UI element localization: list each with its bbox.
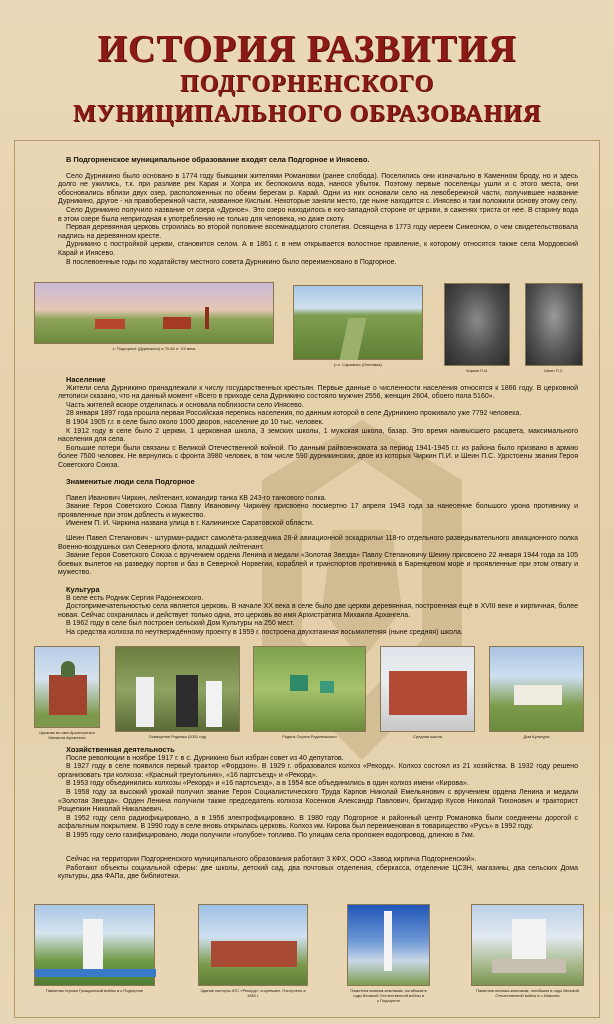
intro-paragraph: Село Дурникино было основано в 1774 году бывшими жителями Романовки (ранее слобода). Поселились они изначально в Каменном броду, но и здесь долго не ужились, т.к. при разливе рек Карая и Хопра их беспокоила вода, нанося убыток. Поэтому первые поселенцы ушли и с этого места, они обосновались вблизи двух озер, расположенных по обеим берегам р. Карай. Одни из них основали село на левобережной части, получившее название Дурникино, другое - на правобережной части, названное Кислым. Некоторые заняли место, где ныне находится с. Инясево и там положили основу этому селу. [58, 172, 578, 206]
page-subtitle-2: МУНИЦИПАЛЬНОГО ОБРАЗОВАНИЯ [72, 101, 542, 127]
today-paragraph: Работают объекты социальной сферы: две школы, детский сад, два почтовых отделения, сберкасса, отделение ЦСЗН, магазины, два сельских Дома культуры, два ФАПа, две библиотеки. [58, 864, 578, 881]
population-paragraph: Жители села Дурникино принадлежали к числу государственных крестьян. Первые данные о численности населения относятся к 1866 году. В церковной летописи сказано, что на данный момент «Всего в приходе села Дурникино состояло мужчин 2556, женщин 2604, обоего пола 5160». [58, 384, 578, 401]
photo-school [380, 646, 475, 732]
people-paragraph: Павел Иванович Чиркин, лейтенант, командир танка КВ 243-го танкового полка. [66, 494, 327, 502]
today-paragraph: Сейчас на территории Подгорненского муниципального образования работают 3 КФХ, ООО «Завод кирпича Подгорненский». [66, 856, 477, 863]
photo-caption: Памятник воинам-землякам, погибшим в годы Великой Отечественной войны в с.Подгорное [350, 988, 427, 1003]
culture-paragraph: На средства колхоза по неутверждённому проекту в 1959 г. построена двухэтажная восьмилетняя (ныне средняя) школа. [66, 628, 463, 636]
population-paragraph: Большие потери были связаны с Великой Отечественной войной. По данным райвоенкомата за период 1941-1945 г.г. из района было призвано в армию более 7500 человек. Не вернулись с фронта 3980 человек, в том числе 590 дурникинских, двое из которых Чиркин П.И. и Шеин П.С. Удостоены звания Героя Советского Союза. [58, 444, 578, 469]
photo-caption: Средняя школа [413, 734, 442, 739]
photo-office-building [198, 904, 308, 986]
economy-paragraph: После революции в ноябре 1917 г. в с. Дурникино был избран совет из 40 депутатов. [66, 754, 344, 762]
photo-caption: Чиркин П.И. [465, 368, 489, 373]
economy-paragraph: В 1958 году за высокий урожай получил звание Героя Социалистического Труда Карпов Николай Емельянович с вручением ордена Ленина и медали «Золотая Звезда». Орден Ленина получили также председатель колхоза Косенков Александр Павлович, бригадир Кусов Николай Тихонович и тракторист Рощепкин Николай Никалаевич. [58, 788, 578, 814]
photo-village-aerial [293, 285, 423, 360]
economy-paragraph: В 1952 году село радиофицировано, а в 1956 электрофицировано. В 1980 году Подгорное и районный центр Романовка были соединены дорогой с асфальтным покрытием. В 1990 году в селе вновь открылась церковь. Колхоз им. Кирова был переименован в товарищество «Русь» в 1992 году. [58, 814, 578, 831]
photo-caption: Освящение Родника (2001 год) [148, 734, 207, 739]
people-paragraph: Шеин Павел Степанович - штурман-радист самолёта-разведчика 28-й авиационной эскадрильи 118-го отдельного разведывательного авиационного полка Военно-воздушных сил Северного флота, младший лейтенант. [58, 534, 578, 551]
photo-caption: Здание конторы АТС «Рекорд», сгоревшее. Построено в 1980 г. [200, 988, 306, 998]
people-heading: Знаменитые люди села Подгорное [66, 477, 195, 486]
economy-heading: Хозяйственная деятельность [66, 745, 175, 754]
photo-caption: Памятник героям Гражданской войны в с.Подгорное [45, 988, 144, 993]
economy-paragraph: В 1995 году село газифицировано, люди получили «голубое» топливо. По улицам села проложен водопровод, длиною в 7км. [66, 831, 475, 839]
photo-caption: р.п. Саржанко (Олеговка) [334, 362, 382, 367]
photo-spring-consecration [115, 646, 240, 732]
photo-war-memorial-podgornoe [347, 904, 430, 986]
people-paragraph: Звание Героя Советского Союза с вручением ордена Ленина и медали «Золотая Звезда» Павлу Степановичу Шеину присвоено 22 января 1944 года за 105 боевых вылетов на разведку портов и баз в Северной Норвегии, кораблей и транспортов противника в Баренцевом море и проявленные при этом отвагу и мужество. [58, 552, 578, 577]
intro-paragraph: В послевоенные годы по ходатайству местного совета Дурникино было переименовано в Подгорное. [66, 258, 397, 266]
population-paragraph: К 1912 году в селе было 2 церкви, 1 церковная школа, 3 земских школы, 1 мужская школа, базар. Это время наивысшего расцвета, максимального населения для села. [58, 427, 578, 444]
culture-heading: Культура [66, 585, 100, 594]
photo-caption: Шеин П.С. [544, 368, 564, 373]
today-section [58, 856, 578, 882]
economy-paragraph: В 1953 году объединились колхозы «Рекорд» и «16 партсъезд», а в 1954 все объединились в один колхоз имени «Кирова». [66, 780, 469, 788]
economy-section [58, 746, 578, 841]
portrait-shein [525, 283, 583, 366]
content-frame [14, 140, 600, 1018]
people-section [58, 478, 578, 578]
population-paragraph: В 1904 1905 г.г. в селе было около 1000 дворов, население до 10 тыс. человек. [66, 418, 324, 426]
photo-civil-war-monument [34, 904, 155, 986]
portrait-chirkin [444, 283, 510, 366]
culture-paragraph: Достопримечательностью села является церковь. В начале XX века в селе было две церкви деревянная, построенная ещё в XVIII веке и кирпичная, более новая. Сейчас сохранилась и действует только одна, это церковь во имя Архистратига Михаила Архангела. [58, 603, 578, 619]
photo-war-memorial-inyasevo [471, 904, 584, 986]
intro-section [58, 156, 578, 267]
culture-paragraph: В 1962 году в селе был построен сельский Дом Культуры на 250 мест. [66, 620, 295, 628]
photo-village-panorama [34, 282, 274, 344]
population-heading: Население [66, 375, 106, 384]
population-paragraph: 28 января 1897 года прошла первая Российская перепись населения, по данным которой в селе Дурникино проживало уже 7792 человека. [66, 410, 522, 418]
photo-caption: Памятник воинам-землякам, погибшим в годы Великой Отечественной войны в с.Инясево [476, 988, 579, 998]
people-paragraph: Именем П. И. Чиркина названа улица в г. Калининске Саратовской области. [66, 520, 314, 528]
photo-caption: Родник Сергия Радонежского [282, 734, 337, 739]
photo-caption: с. Подгорное (Дурникино) в 70-80 гг. XX века [112, 346, 196, 351]
culture-paragraph: В селе есть Родник Сергия Радонежского. [66, 594, 204, 602]
photo-spring [253, 646, 366, 732]
photo-caption: Церковь во имя Архистратига Михаила Архангела [39, 730, 95, 740]
population-paragraph: Часть жителей вскоре отделилась и основала поблизости село Инясево. [66, 401, 304, 409]
intro-paragraph: Первая деревянная церковь строилась во второй половине восемнадцатого столетия. Освящена в 1773 году иереем Симеоном, о чем свидетельствовала надпись на деревянном кресте. [58, 224, 578, 240]
economy-paragraph: В 1927 году в селе появился первый трактор «Фордзон». В 1929 г. образовался колхоз «Рекорд». Колхоз состоял из 21 хозяйства. В 1932 году решено организовать три колхоза: «Красный треугольник», «16 партсъезд» и «Рекорд». [58, 763, 578, 779]
photo-culture-house [489, 646, 584, 732]
intro-paragraph: Село Дурникино получило название от озера «Дурное». Это озеро находилось в юго-западной стороне от церкви, в саженях триста от нее. В старину вода в этом озере была непригодная к употреблению не только для человека, но даже скоту. [58, 206, 578, 223]
photo-church [34, 646, 100, 728]
intro-paragraph: Дурникино с постройкой церкви, становится селом. А в 1861 г. в нем открывается волостное правление, к которому относятся также села Мордовский Карай и Инясево. [58, 241, 578, 257]
page-subtitle-1: ПОДГОРНЕНСКОГО [179, 71, 435, 97]
page-title: ИСТОРИЯ РАЗВИТИЯ [97, 28, 517, 70]
photo-caption: Дом Культуры [523, 734, 550, 739]
population-section [58, 376, 578, 471]
culture-section [58, 586, 578, 638]
people-paragraph: Звание Героя Советского Союза Павлу Ивановичу Чиркину присвоено посмертно 17 апреля 1943 года за нанесение большого урона противнику и проявленные при этом доблесть и мужество. [58, 503, 578, 519]
intro-heading: В Подгорненское муниципальное образование входят села Подгорное и Инясево. [66, 155, 370, 164]
